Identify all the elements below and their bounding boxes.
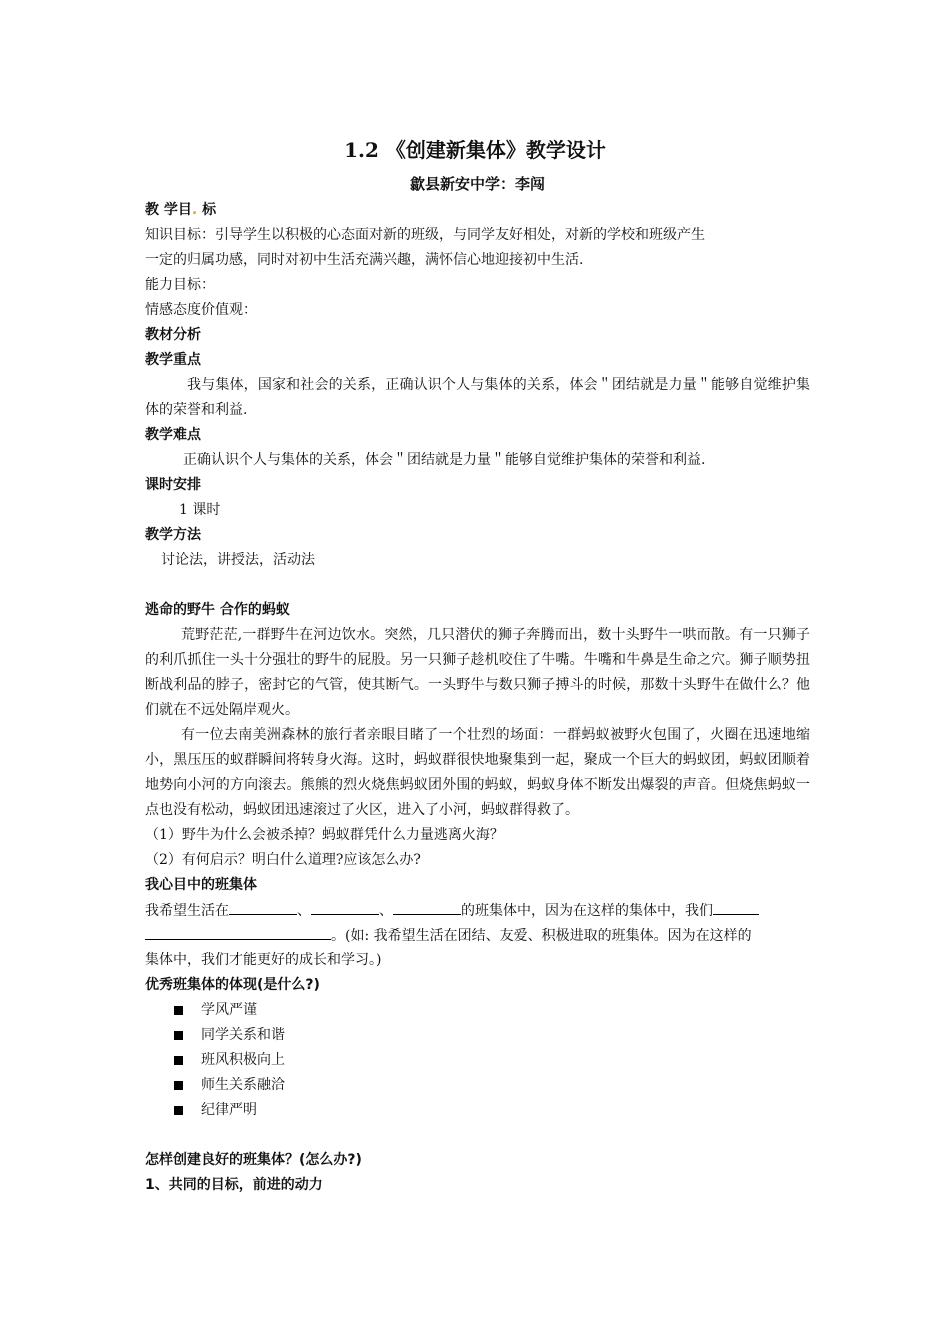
key-points-text: 我与集体，国家和社会的关系，正确认识个人与集体的关系，体会＂团结就是力量＂能够自觉维护集体的荣誉和利益. xyxy=(145,377,810,418)
teaching-goals-heading xyxy=(145,198,810,223)
difficult-points-text: 正确认识个人与集体的关系，体会＂团结就是力量＂能够自觉维护集体的荣誉和利益. xyxy=(183,452,706,468)
ideal-class-line-3: 集体中，我们才能更好的成长和学习。) xyxy=(145,952,382,968)
blank-field xyxy=(713,898,759,915)
method-text: 讨论法，讲授法，活动法 xyxy=(161,552,315,568)
fill-text: 我希望生活在 xyxy=(145,903,229,919)
bullet-square-icon xyxy=(174,1006,183,1015)
blank-field xyxy=(145,923,331,940)
list-item-text: 同学关系和谐 xyxy=(201,1027,285,1043)
list-item-text: 纪律严明 xyxy=(201,1102,257,1118)
schedule-text: 1 课时 xyxy=(179,502,221,518)
document-author: 歙县新安中学：李闯 xyxy=(409,175,545,193)
bullet-square-icon xyxy=(174,1056,183,1065)
blank-field xyxy=(393,898,461,915)
question-1: （1）野牛为什么会被杀掉？蚂蚁群凭什么力量逃离火海？ xyxy=(145,827,504,843)
analysis-heading: 教材分析 xyxy=(145,327,201,343)
ability-goal: 能力目标： xyxy=(145,277,215,293)
story-paragraph-buffalo: 荒野茫茫,一群野牛在河边饮水。突然，几只潜伏的狮子奔腾而出，数十头野牛一哄而散。有一只狮子的利爪抓住一头十分强壮的野牛的屁股。另一只狮子趁机咬住了牛嘴。牛嘴和牛鼻是生命之穴。狮子顺势扭断战利品的脖子，密封它的气管，使其断气。一头野牛与数只狮子搏斗的时候，那数十头野牛在做什么？他们就在不远处隔岸观火。 xyxy=(145,627,810,718)
fill-text: 的班集体中，因为在这样的集体中，我们 xyxy=(461,903,713,919)
list-item xyxy=(145,1098,810,1123)
list-item xyxy=(145,1023,810,1048)
document-page xyxy=(145,130,810,1198)
fill-text: 、 xyxy=(379,903,393,919)
schedule-heading: 课时安排 xyxy=(145,477,201,493)
emotion-goal: 情感态度价值观： xyxy=(145,302,257,318)
spacer xyxy=(145,573,810,598)
fill-text: 。(如: 我希望生活在团结、友爱、积极进取的班集体。因为在这样的 xyxy=(331,928,752,944)
heading-part: 教 学目 xyxy=(145,202,192,218)
list-item xyxy=(145,1048,810,1073)
difficult-points-heading: 教学难点 xyxy=(145,427,201,443)
heading-part: 标 xyxy=(197,202,217,218)
knowledge-goal-line-1: 知识目标：引导学生以积极的心态面对新的班级，与同学友好相处，对新的学校和班级产生 xyxy=(145,227,705,243)
how-to-point-1: 1、共同的目标，前进的动力 xyxy=(145,1177,323,1193)
story-paragraph-ants: 有一位去南美洲森林的旅行者亲眼目睹了一个壮烈的场面：一群蚂蚁被野火包围了，火圈在迅速地缩小，黑压压的蚁群瞬间将转身火海。这时，蚂蚁群很快地聚集到一起，聚成一个巨大的蚂蚁团，蚂蚁团顺着地势向小河的方向滚去。熊熊的烈火烧焦蚂蚁团外围的蚂蚁，蚂蚁身体不断发出爆裂的声音。但烧焦蚂蚁一点也没有松动，蚂蚁团迅速滚过了火区，进入了小河，蚂蚁群得救了。 xyxy=(145,727,810,818)
document-title: 1.2 《创建新集体》教学设计 xyxy=(344,138,606,162)
list-item xyxy=(145,998,810,1023)
list-item-text: 班风积极向上 xyxy=(201,1052,285,1068)
ideal-class-line-1 xyxy=(145,898,810,923)
method-heading: 教学方法 xyxy=(145,527,201,543)
excellent-class-list xyxy=(145,998,810,1123)
knowledge-goal-line-2: 一定的归属功感，同时对初中生活充满兴趣，满怀信心地迎接初中生活. xyxy=(145,252,584,268)
bullet-square-icon xyxy=(174,1031,183,1040)
fill-text: 、 xyxy=(297,903,311,919)
excellent-class-heading: 优秀班集体的体现(是什么?) xyxy=(145,977,320,993)
list-item xyxy=(145,1073,810,1098)
bullet-square-icon xyxy=(174,1081,183,1090)
key-points-heading: 教学重点 xyxy=(145,352,201,368)
blank-field xyxy=(229,898,297,915)
spacer xyxy=(145,1123,810,1148)
blank-field xyxy=(311,898,379,915)
question-2: （2）有何启示？明白什么道理?应该怎么办? xyxy=(145,852,421,868)
list-item-text: 师生关系融洽 xyxy=(201,1077,285,1093)
cursor-mark: . xyxy=(191,202,198,218)
ideal-class-heading: 我心目中的班集体 xyxy=(145,877,257,893)
how-to-heading: 怎样创建良好的班集体？(怎么办?) xyxy=(145,1152,362,1168)
list-item-text: 学风严谨 xyxy=(201,1002,257,1018)
ideal-class-line-2 xyxy=(145,923,810,948)
story-heading: 逃命的野牛 合作的蚂蚁 xyxy=(145,602,290,618)
bullet-square-icon xyxy=(174,1106,183,1115)
